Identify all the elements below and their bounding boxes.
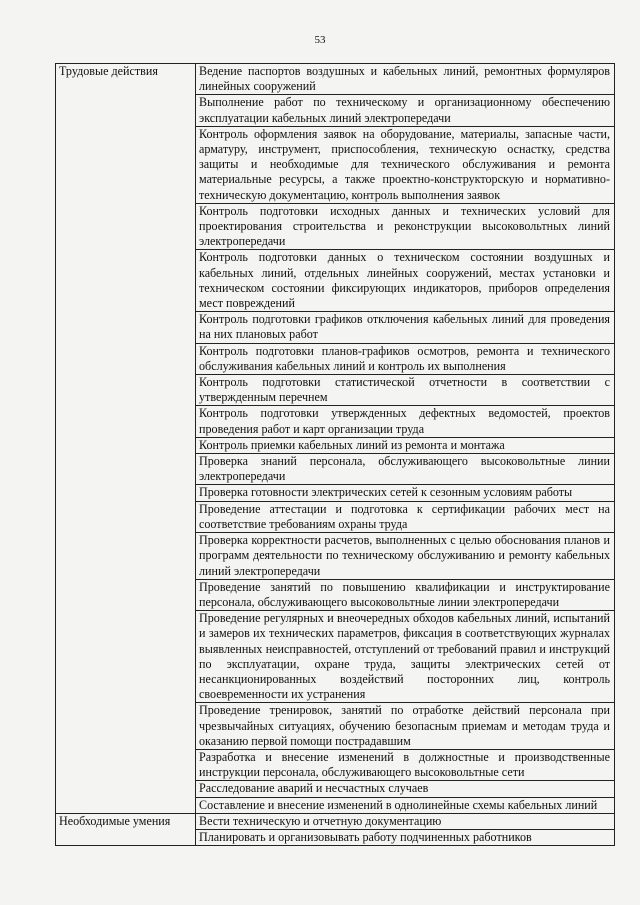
requirement-item: Ведение паспортов воздушных и кабельных линий, ремонтных формуляров линейных сооружений [196,64,615,95]
requirement-item: Контроль подготовки исходных данных и технических условий для проектирования строительства и реконструкции высоковольтных линий электропередачи [196,203,615,250]
requirement-item: Вести техническую и отчетную документацию [196,813,615,829]
requirement-item: Проверка корректности расчетов, выполненных с целью обоснования планов и программ деятельности по техническому обслуживанию и ремонту кабельных линий электропередачи [196,533,615,580]
requirement-item: Контроль подготовки утвержденных дефектных ведомостей, проектов проведения работ и карт организации труда [196,406,615,437]
page-number: 53 [314,34,326,46]
requirement-item: Проведение занятий по повышению квалификации и инструктирование персонала, обслуживающего высоковольтные линии электропередачи [196,579,615,610]
requirement-item: Проверка знаний персонала, обслуживающего высоковольтные линии электропередачи [196,454,615,485]
requirement-item: Планировать и организовывать работу подчиненных работников [196,829,615,845]
table-row [56,64,615,95]
requirement-item: Контроль подготовки графиков отключения кабельных линий для проведения на них плановых работ [196,312,615,343]
requirement-item: Контроль подготовки статистической отчетности в соответствии с утвержденным перечнем [196,375,615,406]
requirements-table [55,63,615,846]
requirement-item: Проведение регулярных и внеочередных обходов кабельных линий, испытаний и замеров их технических параметров, фиксация в соответствующих журналах выявленных неисправностей, отступлений от требований правил и инструкций по эксплуатации, охране труда, защиты электрических сетей от несанкционированных воздействий посторонних лиц, контроль своевременности их устранения [196,611,615,703]
requirement-item: Контроль подготовки данных о техническом состоянии воздушных и кабельных линий, отдельных линейных сооружений, местах установки и техническом состоянии фиксирующих индикаторов, приборов определения мест повреждений [196,250,615,312]
requirement-item: Контроль приемки кабельных линий из ремонта и монтажа [196,437,615,453]
requirement-item: Проверка готовности электрических сетей к сезонным условиям работы [196,485,615,501]
table-row [56,813,615,829]
requirement-item: Расследование аварий и несчастных случаев [196,781,615,797]
section-label: Необходимые умения [56,813,196,845]
requirement-item: Разработка и внесение изменений в должностные и производственные инструкции персонала, обслуживающего высоковольтные сети [196,749,615,780]
requirements-table-body [56,64,615,846]
requirement-item: Проведение аттестации и подготовка к сертификации рабочих мест на соответствие требованиям охраны труда [196,501,615,532]
requirement-item: Контроль подготовки планов-графиков осмотров, ремонта и технического обслуживания кабельных линий и контроль их выполнения [196,343,615,374]
section-label: Трудовые действия [56,64,196,814]
requirement-item: Контроль оформления заявок на оборудование, материалы, запасные части, арматуру, инструмент, приспособления, техническую оснастку, средства защиты и необходимые для технического обслуживания и ремонта материальные ресурсы, а также проектно-конструкторскую и нормативно-техническую документацию, контроль выполнения заявок [196,126,615,203]
requirement-item: Проведение тренировок, занятий по отработке действий персонала при чрезвычайных ситуациях, обучению безопасным приемам и методам труда и оказанию первой помощи пострадавшим [196,703,615,750]
requirement-item: Составление и внесение изменений в однолинейные схемы кабельных линий [196,797,615,813]
requirement-item: Выполнение работ по техническому и организационному обеспечению эксплуатации кабельных линий электропередачи [196,95,615,126]
